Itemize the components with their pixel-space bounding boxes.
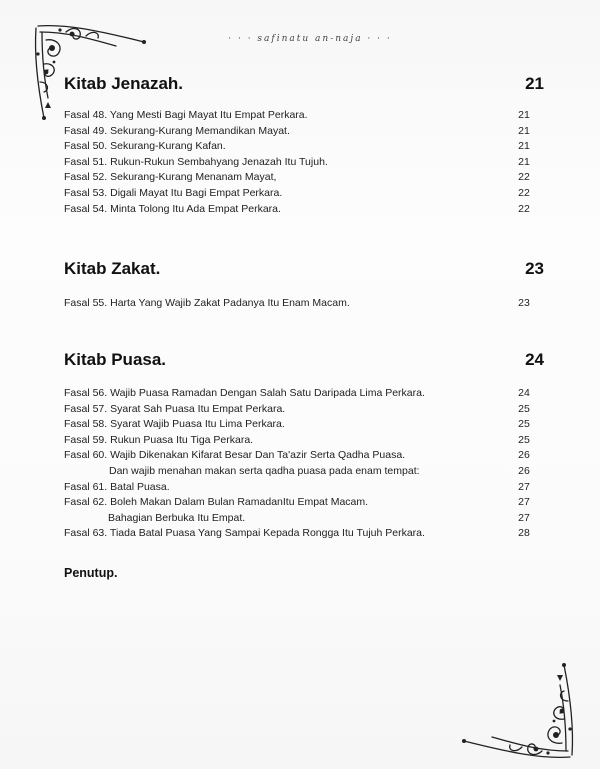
- section-heading-zakat: [64, 259, 544, 283]
- toc-entry: [64, 124, 544, 140]
- section-page-number: 24: [525, 350, 544, 369]
- toc-list-zakat: [64, 296, 544, 312]
- entry-page: 25: [518, 402, 530, 415]
- toc-list-puasa: [64, 386, 544, 542]
- entry-page: 21: [518, 140, 530, 153]
- entry-text: Fasal 63. Tiada Batal Puasa Yang Sampai Kepada Rongga Itu Tujuh Perkara.: [64, 527, 425, 540]
- entry-page: 27: [518, 511, 530, 524]
- entry-text: Fasal 59. Rukun Puasa Itu Tiga Perkara.: [64, 433, 254, 446]
- entry-page: 26: [518, 449, 530, 462]
- section-title: Kitab Zakat.: [64, 259, 161, 278]
- entry-text: Fasal 52. Sekurang-Kurang Menanam Mayat,: [64, 171, 277, 184]
- section-page-number: 21: [525, 74, 544, 93]
- toc-entry: [64, 526, 544, 542]
- section-page-number: 23: [525, 259, 544, 278]
- toc-entry: [64, 202, 544, 218]
- toc-entry: [64, 495, 544, 511]
- entry-text: Dan wajib menahan makan serta qadha puasa pada enam tempat:: [109, 464, 420, 477]
- entry-text: Fasal 62. Boleh Makan Dalam Bulan RamadanItu Empat Macam.: [64, 496, 369, 509]
- toc-list-jenazah: [64, 108, 544, 217]
- entry-page: 23: [518, 297, 530, 309]
- section-heading-jenazah: [64, 74, 544, 98]
- entry-text: Fasal 53. Digali Mayat Itu Bagi Empat Perkara.: [64, 186, 283, 199]
- toc-entry: [64, 170, 544, 186]
- entry-page: 25: [518, 433, 530, 446]
- toc-entry: [64, 417, 544, 433]
- entry-page: 22: [518, 186, 530, 199]
- entry-text: Bahagian Berbuka Itu Empat.: [108, 511, 246, 524]
- entry-page: 21: [518, 155, 530, 168]
- entry-page: 25: [518, 418, 530, 431]
- entry-text: Fasal 56. Wajib Puasa Ramadan Dengan Salah Satu Daripada Lima Perkara.: [64, 387, 425, 399]
- toc-entry: [64, 386, 544, 402]
- entry-text: Fasal 57. Syarat Sah Puasa Itu Empat Perkara.: [64, 402, 286, 415]
- toc-entry: [64, 186, 544, 202]
- entry-text: Fasal 54. Minta Tolong Itu Ada Empat Perkara.: [64, 202, 281, 215]
- entry-page: 27: [518, 480, 530, 493]
- entry-text: Fasal 51. Rukun-Rukun Sembahyang Jenazah Itu Tujuh.: [64, 155, 328, 168]
- toc-entry: [64, 433, 544, 449]
- section-heading-puasa: [64, 350, 544, 374]
- entry-text: Fasal 55. Harta Yang Wajib Zakat Padanya Itu Enam Macam.: [64, 297, 350, 309]
- toc-entry: [64, 296, 544, 312]
- toc-entry: [64, 139, 544, 155]
- entry-page: 21: [518, 124, 530, 137]
- entry-page: 27: [518, 496, 530, 509]
- floral-ornament-bottom-right: [452, 655, 582, 765]
- entry-page: 21: [518, 109, 530, 121]
- entry-text: Fasal 58. Syarat Wajib Puasa Itu Lima Perkara.: [64, 418, 285, 431]
- entry-text: Fasal 61. Batal Puasa.: [64, 480, 170, 493]
- running-header: · · · safinatu an-naja · · ·: [228, 34, 392, 44]
- entry-text: Fasal 60. Wajib Dikenakan Kifarat Besar Dan Ta'azir Serta Qadha Puasa.: [64, 449, 406, 462]
- entry-page: 22: [518, 202, 530, 215]
- toc-entry: [64, 448, 544, 464]
- entry-page: 26: [518, 464, 530, 477]
- entry-page: 24: [518, 387, 530, 399]
- toc-entry: [64, 108, 544, 124]
- section-title: Kitab Jenazah.: [64, 74, 184, 93]
- toc-entry-continuation: [64, 511, 544, 527]
- toc-entry-continuation: [64, 464, 544, 480]
- closing-heading: Penutup.: [64, 566, 118, 580]
- entry-page: 22: [518, 171, 530, 184]
- toc-entry: [64, 480, 544, 496]
- toc-entry: [64, 155, 544, 171]
- entry-text: Fasal 48. Yang Mesti Bagi Mayat Itu Empat Perkara.: [64, 109, 308, 121]
- entry-page: 28: [518, 527, 530, 540]
- entry-text: Fasal 50. Sekurang-Kurang Kafan.: [64, 140, 226, 153]
- entry-text: Fasal 49. Sekurang-Kurang Memandikan Mayat.: [64, 124, 290, 137]
- toc-entry: [64, 402, 544, 418]
- section-title: Kitab Puasa.: [64, 350, 167, 369]
